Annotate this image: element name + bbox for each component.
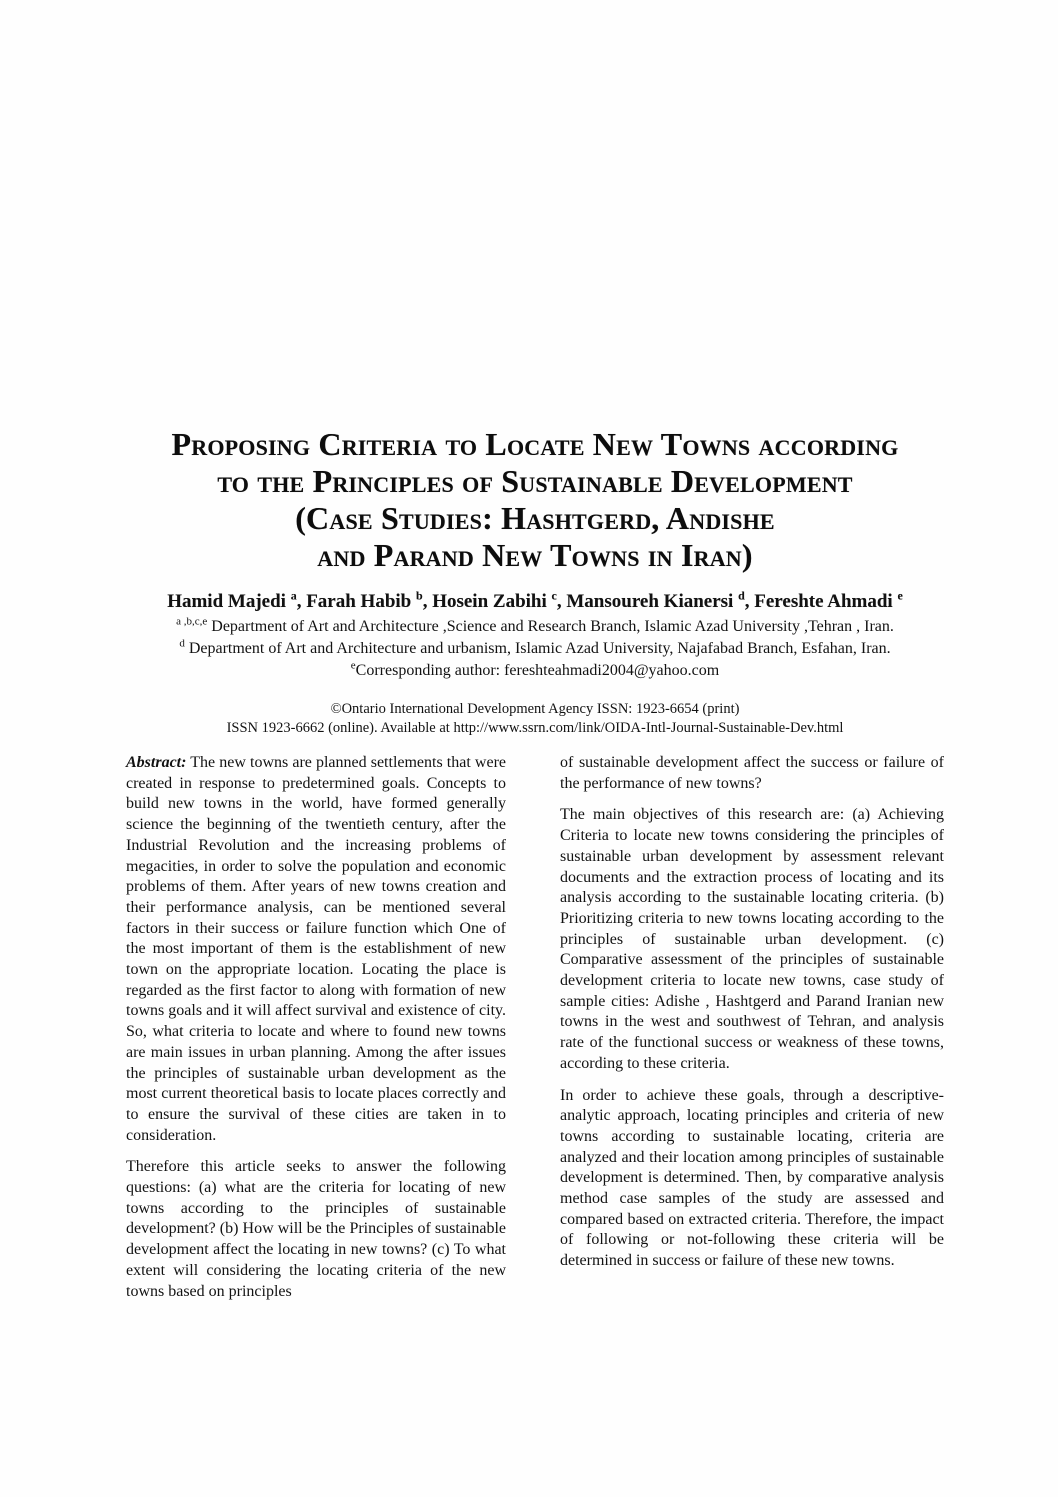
left-column bbox=[126, 753, 506, 1313]
author-name: , Hosein Zabihi bbox=[422, 591, 552, 612]
paper-title-line-1: Proposing Criteria to Locate New Towns according bbox=[171, 426, 899, 462]
author-affiliation-mark: d bbox=[738, 588, 745, 603]
body-columns bbox=[126, 753, 944, 1313]
authors-line bbox=[126, 590, 944, 614]
publisher-issn-print-line: ©Ontario International Development Agency ISSN: 1923-6654 (print) bbox=[330, 701, 740, 717]
author-affiliation-mark: a bbox=[290, 588, 297, 603]
body-paragraph: Therefore this article seeks to answer the following questions: (a) what are the criteria for locating of new towns according to the principles of sustainable development? (b) How will be the Principles of sustainable development affect the locating in new towns? (c) To what extent will considering the locating criteria of the new towns based on principles bbox=[126, 1158, 506, 1300]
abstract-paragraph bbox=[126, 753, 506, 1146]
paper-title-line-4: and Parand New Towns in Iran) bbox=[317, 537, 753, 573]
author-affiliation-mark: e bbox=[897, 588, 903, 603]
affiliation-marks: e bbox=[350, 659, 356, 672]
abstract-text: The new towns are planned settlements that were created in response to predetermined goals. Concepts to build new towns in the world, have formed generally science the beginning of the twentieth century, after the Industrial Revolution and the increasing problems of megacities, in order to solve the population and economic problems of them. After years of new towns creation and their performance analysis, can be mentioned several factors in their success or failure function which One of the most important of them is the establishment of new town on the appropriate location. Locating the place is regarded as the first factor to along with formation of new towns goals and it will affect survival and existence of city. So, what criteria to locate and where to found new towns are main issues in urban planning. Among the after issues the principles of sustainable urban development as the most current theoretical basis to locate places correctly and to ensure the survival of these cities are taken in to consideration. bbox=[126, 754, 506, 1144]
body-paragraph: of sustainable development affect the success or failure of the performance of new towns? bbox=[560, 754, 944, 792]
author-name: Hamid Majedi bbox=[167, 591, 291, 612]
author-name: , Mansoureh Kianersi bbox=[556, 591, 739, 612]
author-name: , Fereshte Ahmadi bbox=[744, 591, 898, 612]
body-paragraph: In order to achieve these goals, through a descriptive-analytic approach, locating principles and criteria of new towns according to sustainable locating, criteria are analyzed and their location among principles of sustainable development is determined. Then, by comparative analysis method case samples of the study are assessed and compared based on extracted criteria. Therefore, the impact of following or not-following these criteria will be determined in success or failure of these new towns. bbox=[560, 1086, 944, 1270]
author-name: , Farah Habib bbox=[296, 591, 417, 612]
affiliations-block bbox=[126, 616, 944, 682]
affiliation-text: Department of Art and Architecture ,Science and Research Branch, Islamic Azad University ,Tehran , Iran. bbox=[207, 618, 894, 635]
body-paragraph: The main objectives of this research are: (a) Achieving Criteria to locate new towns considering the principles of sustainable urban development by assessment relevant documents and the extraction process of locating and its analysis according to the sustainable locating criteria. (b) Prioritizing criteria to new towns locating according to the principles of sustainable urban development. (c) Comparative assessment of the principles of sustainable development criteria to locate new towns, case study of sample cities: Adishe , Hashtgerd and Parand Iranian new towns in the west and southwest of Tehran, and analysis rate of the functional success or weakness of these towns, according to these criteria. bbox=[560, 806, 944, 1072]
corresponding-author-text: Corresponding author: fereshteahmadi2004@yahoo.com bbox=[355, 662, 720, 679]
affiliation-text: Department of Art and Architecture and urbanism, Islamic Azad University, Najafabad Branch, Esfahan, Iran. bbox=[184, 640, 891, 657]
author-affiliation-mark: c bbox=[551, 588, 557, 603]
publisher-issn-online-line: ISSN 1923-6662 (online). Available at http://www.ssrn.com/link/OIDA-Intl-Journal-Sustainable-Dev.html bbox=[226, 719, 844, 736]
affiliation-marks: a ,b,c,e bbox=[176, 615, 208, 628]
paper-title bbox=[126, 426, 944, 574]
right-column bbox=[560, 753, 944, 1313]
author-affiliation-mark: b bbox=[416, 588, 423, 603]
paper-content bbox=[126, 0, 944, 1313]
paper-title-line-2: to the Principles of Sustainable Development bbox=[217, 463, 853, 499]
corresponding-author-line bbox=[126, 660, 944, 682]
paper-title-line-3: (Case Studies: Hashtgerd, Andishe bbox=[295, 500, 775, 536]
affiliation-marks: d bbox=[179, 637, 185, 650]
abstract-label: Abstract: bbox=[126, 754, 187, 771]
affiliation-line bbox=[126, 638, 944, 660]
affiliation-line bbox=[126, 616, 944, 638]
publisher-block bbox=[126, 700, 944, 737]
